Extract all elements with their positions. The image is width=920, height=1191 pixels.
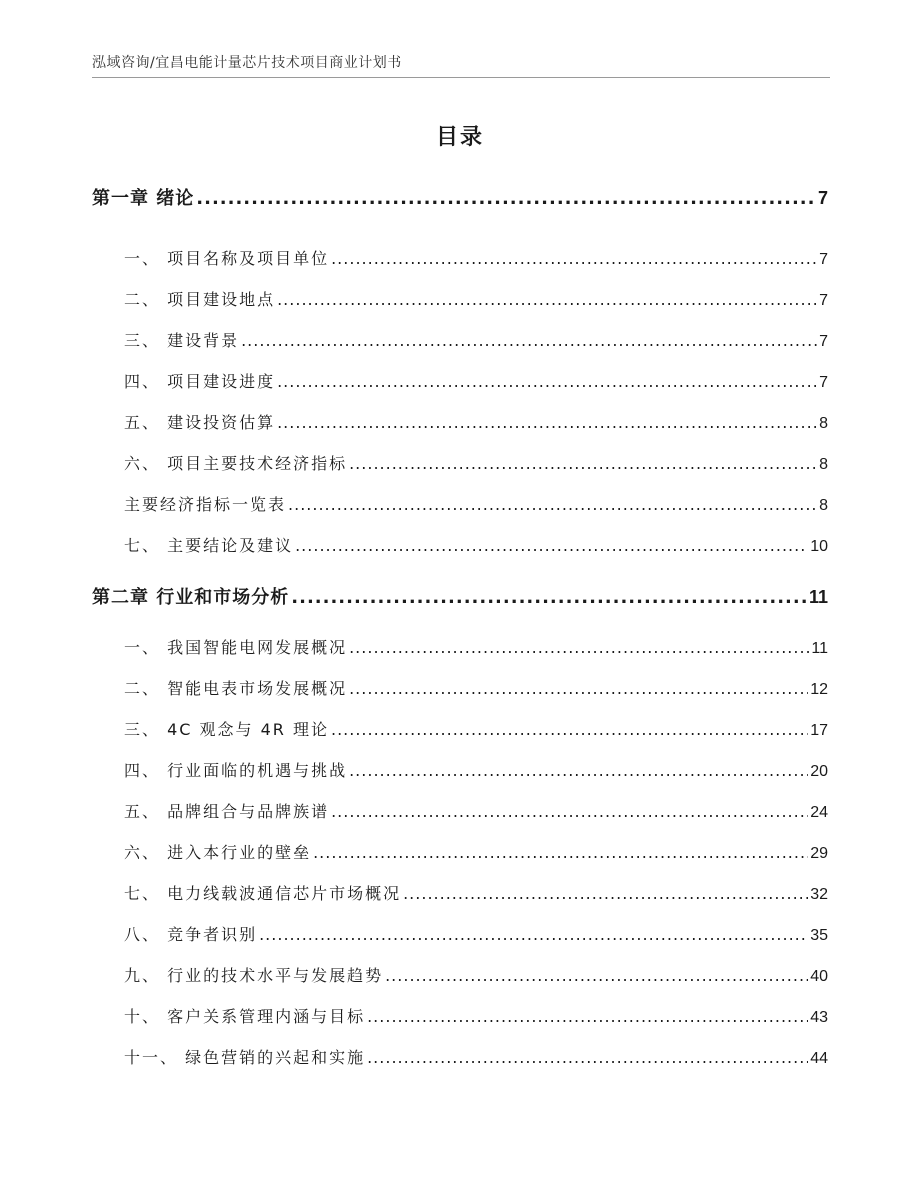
dot-leader — [313, 843, 808, 862]
dot-leader — [259, 925, 808, 944]
toc-page-number: 8 — [819, 497, 828, 514]
toc-entry-label: 二、 智能电表市场发展概况 — [124, 679, 348, 698]
dot-leader — [241, 331, 817, 350]
toc-page-number: 11 — [808, 587, 828, 607]
toc-entry[interactable] — [124, 369, 828, 392]
toc-entry[interactable] — [124, 328, 828, 351]
toc-entry[interactable] — [124, 410, 828, 433]
toc-entry[interactable] — [124, 922, 828, 945]
toc-entry-label: 六、 进入本行业的壁垒 — [124, 843, 312, 862]
toc-entry[interactable] — [124, 840, 828, 863]
header-divider — [92, 77, 830, 78]
toc-page-number: 40 — [810, 968, 828, 985]
toc-entry[interactable] — [124, 881, 828, 904]
toc-page-number: 11 — [811, 640, 828, 657]
toc-entry-label: 十一、 绿色营销的兴起和实施 — [124, 1048, 366, 1067]
dot-leader — [349, 761, 808, 780]
toc-page-number: 7 — [817, 188, 828, 208]
toc-entry[interactable] — [124, 635, 828, 658]
toc-page-number: 10 — [810, 538, 828, 555]
toc-entry[interactable] — [124, 799, 828, 822]
toc-page-number: 35 — [810, 927, 828, 944]
toc-entry[interactable] — [124, 758, 828, 781]
toc-entry-label: 二、 项目建设地点 — [124, 290, 276, 309]
toc-page-number: 29 — [810, 845, 828, 862]
toc-entry-label: 四、 项目建设进度 — [124, 372, 276, 391]
toc-entry[interactable] — [124, 717, 828, 740]
toc-entry[interactable] — [124, 533, 828, 556]
toc-entry-label: 第一章 绪论 — [92, 188, 195, 209]
toc-page-number: 43 — [810, 1009, 828, 1026]
toc-entry[interactable] — [124, 1004, 828, 1027]
toc-page-number: 17 — [810, 722, 828, 739]
toc-entry-label: 七、 主要结论及建议 — [124, 536, 294, 555]
dot-leader — [277, 413, 817, 432]
toc-page-number: 20 — [810, 763, 828, 780]
dot-leader — [403, 884, 808, 903]
dot-leader — [367, 1048, 808, 1067]
toc-entry[interactable] — [124, 676, 828, 699]
dot-leader — [385, 966, 808, 985]
toc-entry[interactable] — [124, 451, 828, 474]
toc-entry-label: 第二章 行业和市场分析 — [92, 587, 290, 608]
running-header: 泓域咨询/宜昌电能计量芯片技术项目商业计划书 — [92, 55, 402, 71]
toc-entry[interactable] — [124, 963, 828, 986]
toc-entry-label: 三、 4C 观念与 4R 理论 — [124, 720, 329, 739]
toc-page-number: 8 — [819, 456, 828, 473]
toc-entry-label: 一、 我国智能电网发展概况 — [124, 638, 348, 657]
toc-entry-label: 九、 行业的技术水平与发展趋势 — [124, 966, 384, 985]
dot-leader — [367, 1007, 808, 1026]
dot-leader — [349, 454, 817, 473]
toc-chapter-1[interactable] — [92, 184, 828, 210]
dot-leader — [331, 249, 817, 268]
toc-entry-label: 主要经济指标一览表 — [124, 495, 287, 514]
toc-entry-label: 十、 客户关系管理内涵与目标 — [124, 1007, 366, 1026]
dot-leader — [349, 638, 809, 657]
toc-entry-label: 五、 建设投资估算 — [124, 413, 276, 432]
toc-entry-label: 四、 行业面临的机遇与挑战 — [124, 761, 348, 780]
toc-entry-label: 一、 项目名称及项目单位 — [124, 249, 330, 268]
dot-leader — [196, 188, 816, 209]
toc-entry[interactable] — [124, 246, 828, 269]
dot-leader — [295, 536, 808, 555]
toc-page-number: 7 — [819, 374, 828, 391]
toc-entry-label: 七、 电力线载波通信芯片市场概况 — [124, 884, 402, 903]
toc-entry[interactable] — [124, 492, 828, 515]
toc-page-number: 12 — [810, 681, 828, 698]
dot-leader — [331, 720, 808, 739]
toc-entry[interactable] — [124, 287, 828, 310]
dot-leader — [291, 587, 807, 608]
toc-page-number: 7 — [819, 292, 828, 309]
toc-page-number: 7 — [819, 333, 828, 350]
dot-leader — [277, 372, 817, 391]
toc-entry-label: 六、 项目主要技术经济指标 — [124, 454, 348, 473]
toc-entry[interactable] — [124, 1045, 828, 1068]
toc-page-number: 44 — [810, 1050, 828, 1067]
toc-page-number: 24 — [810, 804, 828, 821]
toc-entry-label: 五、 品牌组合与品牌族谱 — [124, 802, 330, 821]
toc-page-number: 32 — [810, 886, 828, 903]
toc-title: 目录 — [435, 125, 484, 150]
dot-leader — [288, 495, 817, 514]
toc-page-number: 7 — [819, 251, 828, 268]
dot-leader — [277, 290, 817, 309]
toc-chapter-2[interactable] — [92, 583, 828, 609]
toc-entry-label: 三、 建设背景 — [124, 331, 240, 350]
dot-leader — [349, 679, 808, 698]
toc-page-number: 8 — [819, 415, 828, 432]
dot-leader — [331, 802, 808, 821]
toc-entry-label: 八、 竞争者识别 — [124, 925, 258, 944]
